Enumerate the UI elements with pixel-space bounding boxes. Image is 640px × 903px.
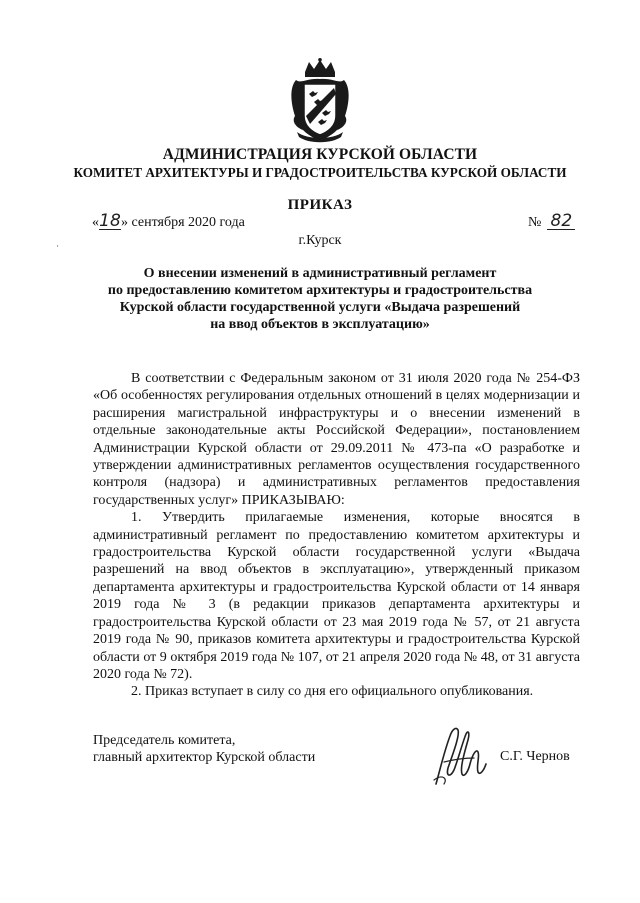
body-paragraph-item-2: 2. Приказ вступает в силу со дня его официального опубликования. (131, 684, 534, 700)
subject-line: по предоставлению комитетом архитектуры и градостроительства (107, 283, 533, 298)
coat-of-arms-emblem (287, 58, 353, 144)
date-month-year: » сентября 2020 года (121, 215, 245, 230)
document-title: ПРИКАЗ (287, 197, 353, 213)
document-date (92, 211, 245, 231)
organization-name: АДМИНИСТРАЦИЯ КУРСКОЙ ОБЛАСТИ (162, 146, 478, 163)
city: г.Курск (298, 233, 342, 248)
number-sign: № (528, 215, 542, 230)
subject-line: Курской области государственной услуги «Выдача разрешений (119, 300, 521, 315)
handwritten-signature (430, 722, 492, 788)
subject-line: О внесении изменений в административный регламент (143, 266, 497, 281)
body-paragraph-preamble: В соответствии с Федеральным законом от 31 июля 2020 года № 254-ФЗ «Об особенностях регулирования отдельных отношений в целях модернизации и расширения магистральной инфраструктуры и о внесении изменений в отдельные законодательные акты Российской Федерации», постановлением Администрации Курской области от 29.09.2011 № 473-па «О разработке и утверждении административных регламентов осуществления государственного контроля (надзора) и административных регламентов предоставления государственных услуг» ПРИКАЗЫВАЮ: (93, 371, 580, 508)
position-line: Председатель комитета, (93, 733, 236, 748)
number-value-handwritten: 82 (547, 214, 575, 230)
committee-name: КОМИТЕТ АРХИТЕКТУРЫ И ГРАДОСТРОИТЕЛЬСТВА КУРСКОЙ ОБЛАСТИ (73, 165, 567, 180)
document-subject (40, 265, 600, 333)
document-body (93, 370, 580, 701)
subject-line: на ввод объектов в эксплуатацию» (210, 317, 430, 332)
date-open-quote: « (92, 215, 99, 230)
scan-speck: · (56, 241, 59, 251)
body-paragraph-item-1: 1. Утвердить прилагаемые изменения, которые вносятся в административный регламент по предоставлению комитетом архитектуры и градостроительства Курской области государственной услуги «Выдача разрешений на ввод объектов в эксплуатацию», утвержденный приказом департамента архитектуры и градостроительства Курской области от 14 января 2019 года № 3 (в редакции приказов департамента архитектуры и градостроительства Курской области от 23 мая 2019 года № 57, от 21 августа 2019 года № 90, приказов комитета архитектуры и градостроительства Курской области от 9 октября 2019 года № 107, от 21 апреля 2020 года № 48, от 31 августа 2020 года № 72). (93, 510, 580, 682)
date-day-handwritten: 18 (99, 211, 121, 231)
document-number (528, 211, 575, 231)
signatory-position (93, 732, 315, 767)
signatory-name: С.Г. Чернов (500, 749, 570, 764)
position-line: главный архитектор Курской области (93, 750, 316, 766)
